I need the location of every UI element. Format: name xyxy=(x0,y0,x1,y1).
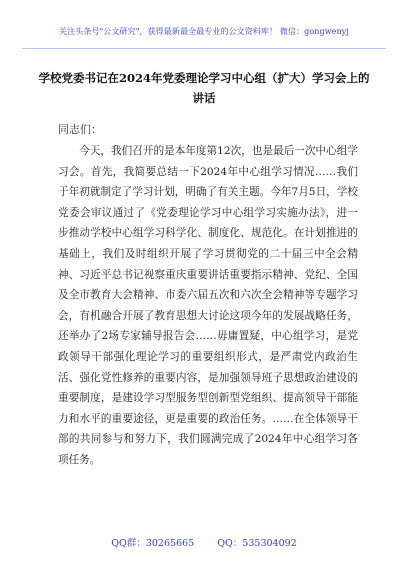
salutation: 同志们： xyxy=(58,123,102,136)
document-body xyxy=(58,141,358,471)
header-divider xyxy=(22,48,386,49)
body-paragraph: 今天，我们召开的是本年度第12次，也是最后一次中心组学习会。首先，我简要总结一下2024年中心组学习情况……我们于年初就制定了学习计划，明确了有关主题。今年7月5日，学校党委会审议通过了《党委理论学习中心组学习实施办法》，进一步推动学校中心组学习科学化、制度化、规范化。在计划推进的基础上，我们及时组织开展了学习贯彻党的二十届三中全会精神、习近平总书记视察重庆重要讲话重要指示精神、党纪、全国及全市教育大会精神、市委六届五次和六次全会精神等专题学习会，有机融合开展了教育思想大讨论这项今年的发展战略任务，还举办了2场专家辅导报告会……毋庸置疑，中心组学习，是党政领导干部强化理论学习的重要组织形式，是严肃党内政治生活、强化党性修养的重要内容，是加强领导班子思想政治建设的重要制度，是建设学习型服务型创新型党组织、提高领导干部能力和水平的重要途径，更是重要的政治任务。……在全体领导干部的共同参与和努力下，我们圆满完成了2024年中心组学习各项任务。 xyxy=(58,145,358,466)
document-title: 学校党委书记在2024年党委理论学习中心组（扩大）学习会上的讲话 xyxy=(38,71,370,105)
footer xyxy=(0,535,408,549)
header-banner: 关注头条号"公文研究"，获得最新最全最专业的公文资料库！ 微信：gongwenyj xyxy=(59,27,349,36)
footer-qq-group: QQ群：30265665 xyxy=(111,538,195,549)
footer-qq: QQ：535304092 xyxy=(217,538,297,549)
